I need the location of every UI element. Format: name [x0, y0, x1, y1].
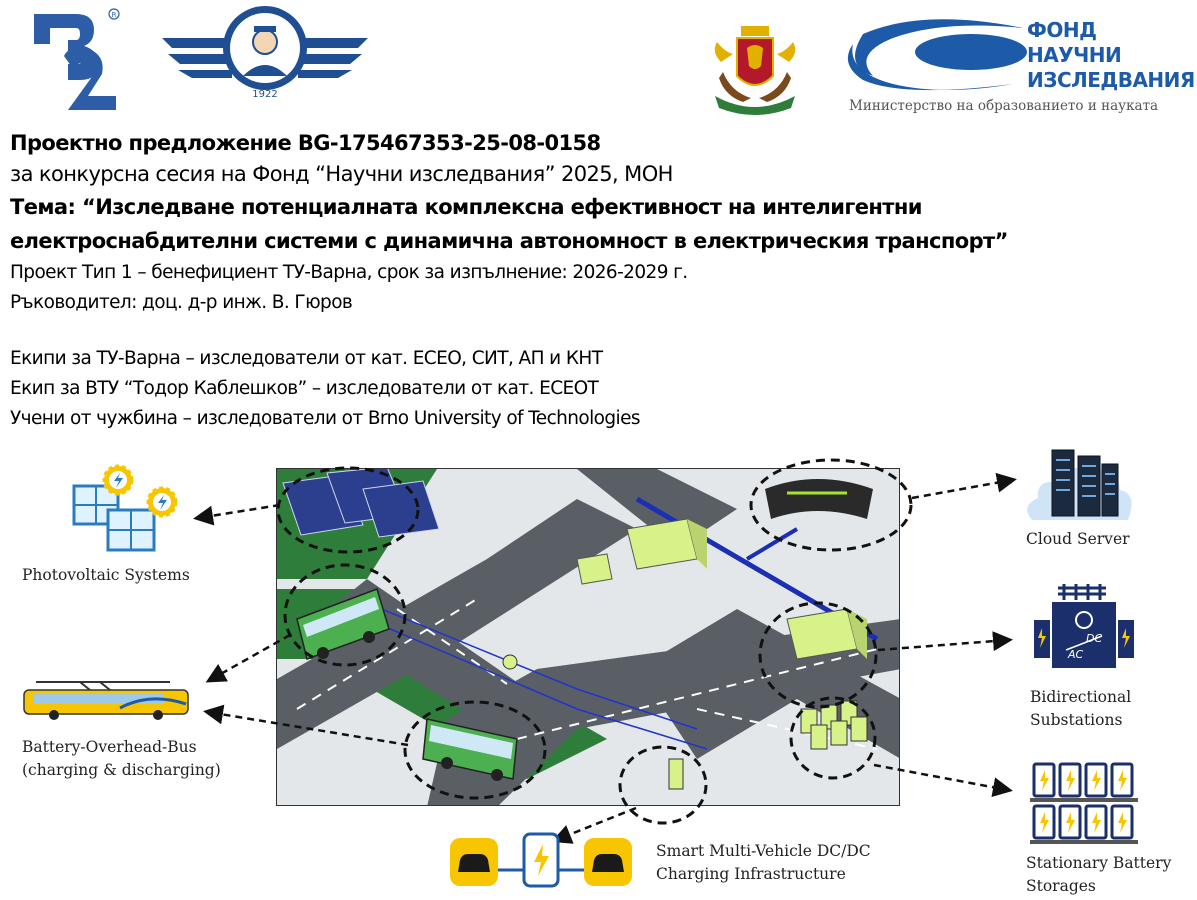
bulgarian-coat-of-arms: [703, 22, 807, 118]
fund-logo: [833, 14, 1195, 124]
storage-label: Stationary Battery Storages: [1026, 854, 1172, 895]
vtu-logo: [158, 4, 372, 100]
project-info: [10, 128, 1190, 434]
pv-label: Photovoltaic Systems: [22, 566, 190, 584]
svg-text:AC: AC: [1068, 648, 1084, 661]
cloud-label: Cloud Server: [1026, 530, 1130, 548]
project-topic-line2: електроснабдителни системи с динамична автономност в електрическия транспорт”: [10, 229, 1008, 253]
fund-swoosh-icon: [833, 14, 1033, 104]
bus-label: Battery-Overhead-Bus (charging & discharging): [22, 738, 221, 779]
project-leader: Ръководител: доц. д-р инж. В. Гюров: [10, 292, 353, 313]
team-line: Учени от чужбина – изследователи от Brno University of Technologies: [10, 408, 640, 429]
project-topic-line1: Тема: “Изследване потенциалната комплексна ефективност на интелигентни: [10, 195, 922, 219]
svg-text:1922: 1922: [252, 89, 278, 100]
charging-label: Smart Multi-Vehicle DC/DC Charging Infrastructure: [656, 842, 871, 883]
cloud-server-icon: [1022, 446, 1138, 524]
city-scene-illustration: [276, 468, 900, 806]
charging-infrastructure-icon: [446, 830, 636, 892]
svg-text:DC: DC: [1086, 632, 1103, 645]
fund-name: ФОНД НАУЧНИ ИЗСЛЕДВАНИЯ: [1027, 18, 1195, 92]
tu-varna-logo: [28, 4, 128, 114]
overhead-bus-icon: [20, 678, 192, 722]
project-type: Проект Тип 1 – бенефициент ТУ-Варна, срок за изпълнение: 2026-2029 г.: [10, 262, 688, 283]
team-line: Екип за ВТУ “Тодор Каблешков” – изследователи от кат. ЕСЕОТ: [10, 378, 599, 399]
project-session: за конкурсна сесия на Фонд “Научни изследвания” 2025, МОН: [10, 162, 673, 186]
team-line: Екипи за ТУ-Варна – изследователи от кат. ЕСЕО, СИТ, АП и КНТ: [10, 348, 603, 369]
project-title: Проектно предложение BG-175467353-25-08-0158: [10, 131, 601, 155]
svg-text:R: R: [111, 11, 117, 19]
bidirectional-substation-icon: [1030, 580, 1140, 672]
stationary-battery-icon: [1028, 760, 1140, 846]
fund-ministry: Министерство на образованието и науката: [849, 98, 1159, 114]
substation-label: Bidirectional Substations: [1030, 688, 1132, 729]
photovoltaic-icon: [70, 462, 184, 558]
